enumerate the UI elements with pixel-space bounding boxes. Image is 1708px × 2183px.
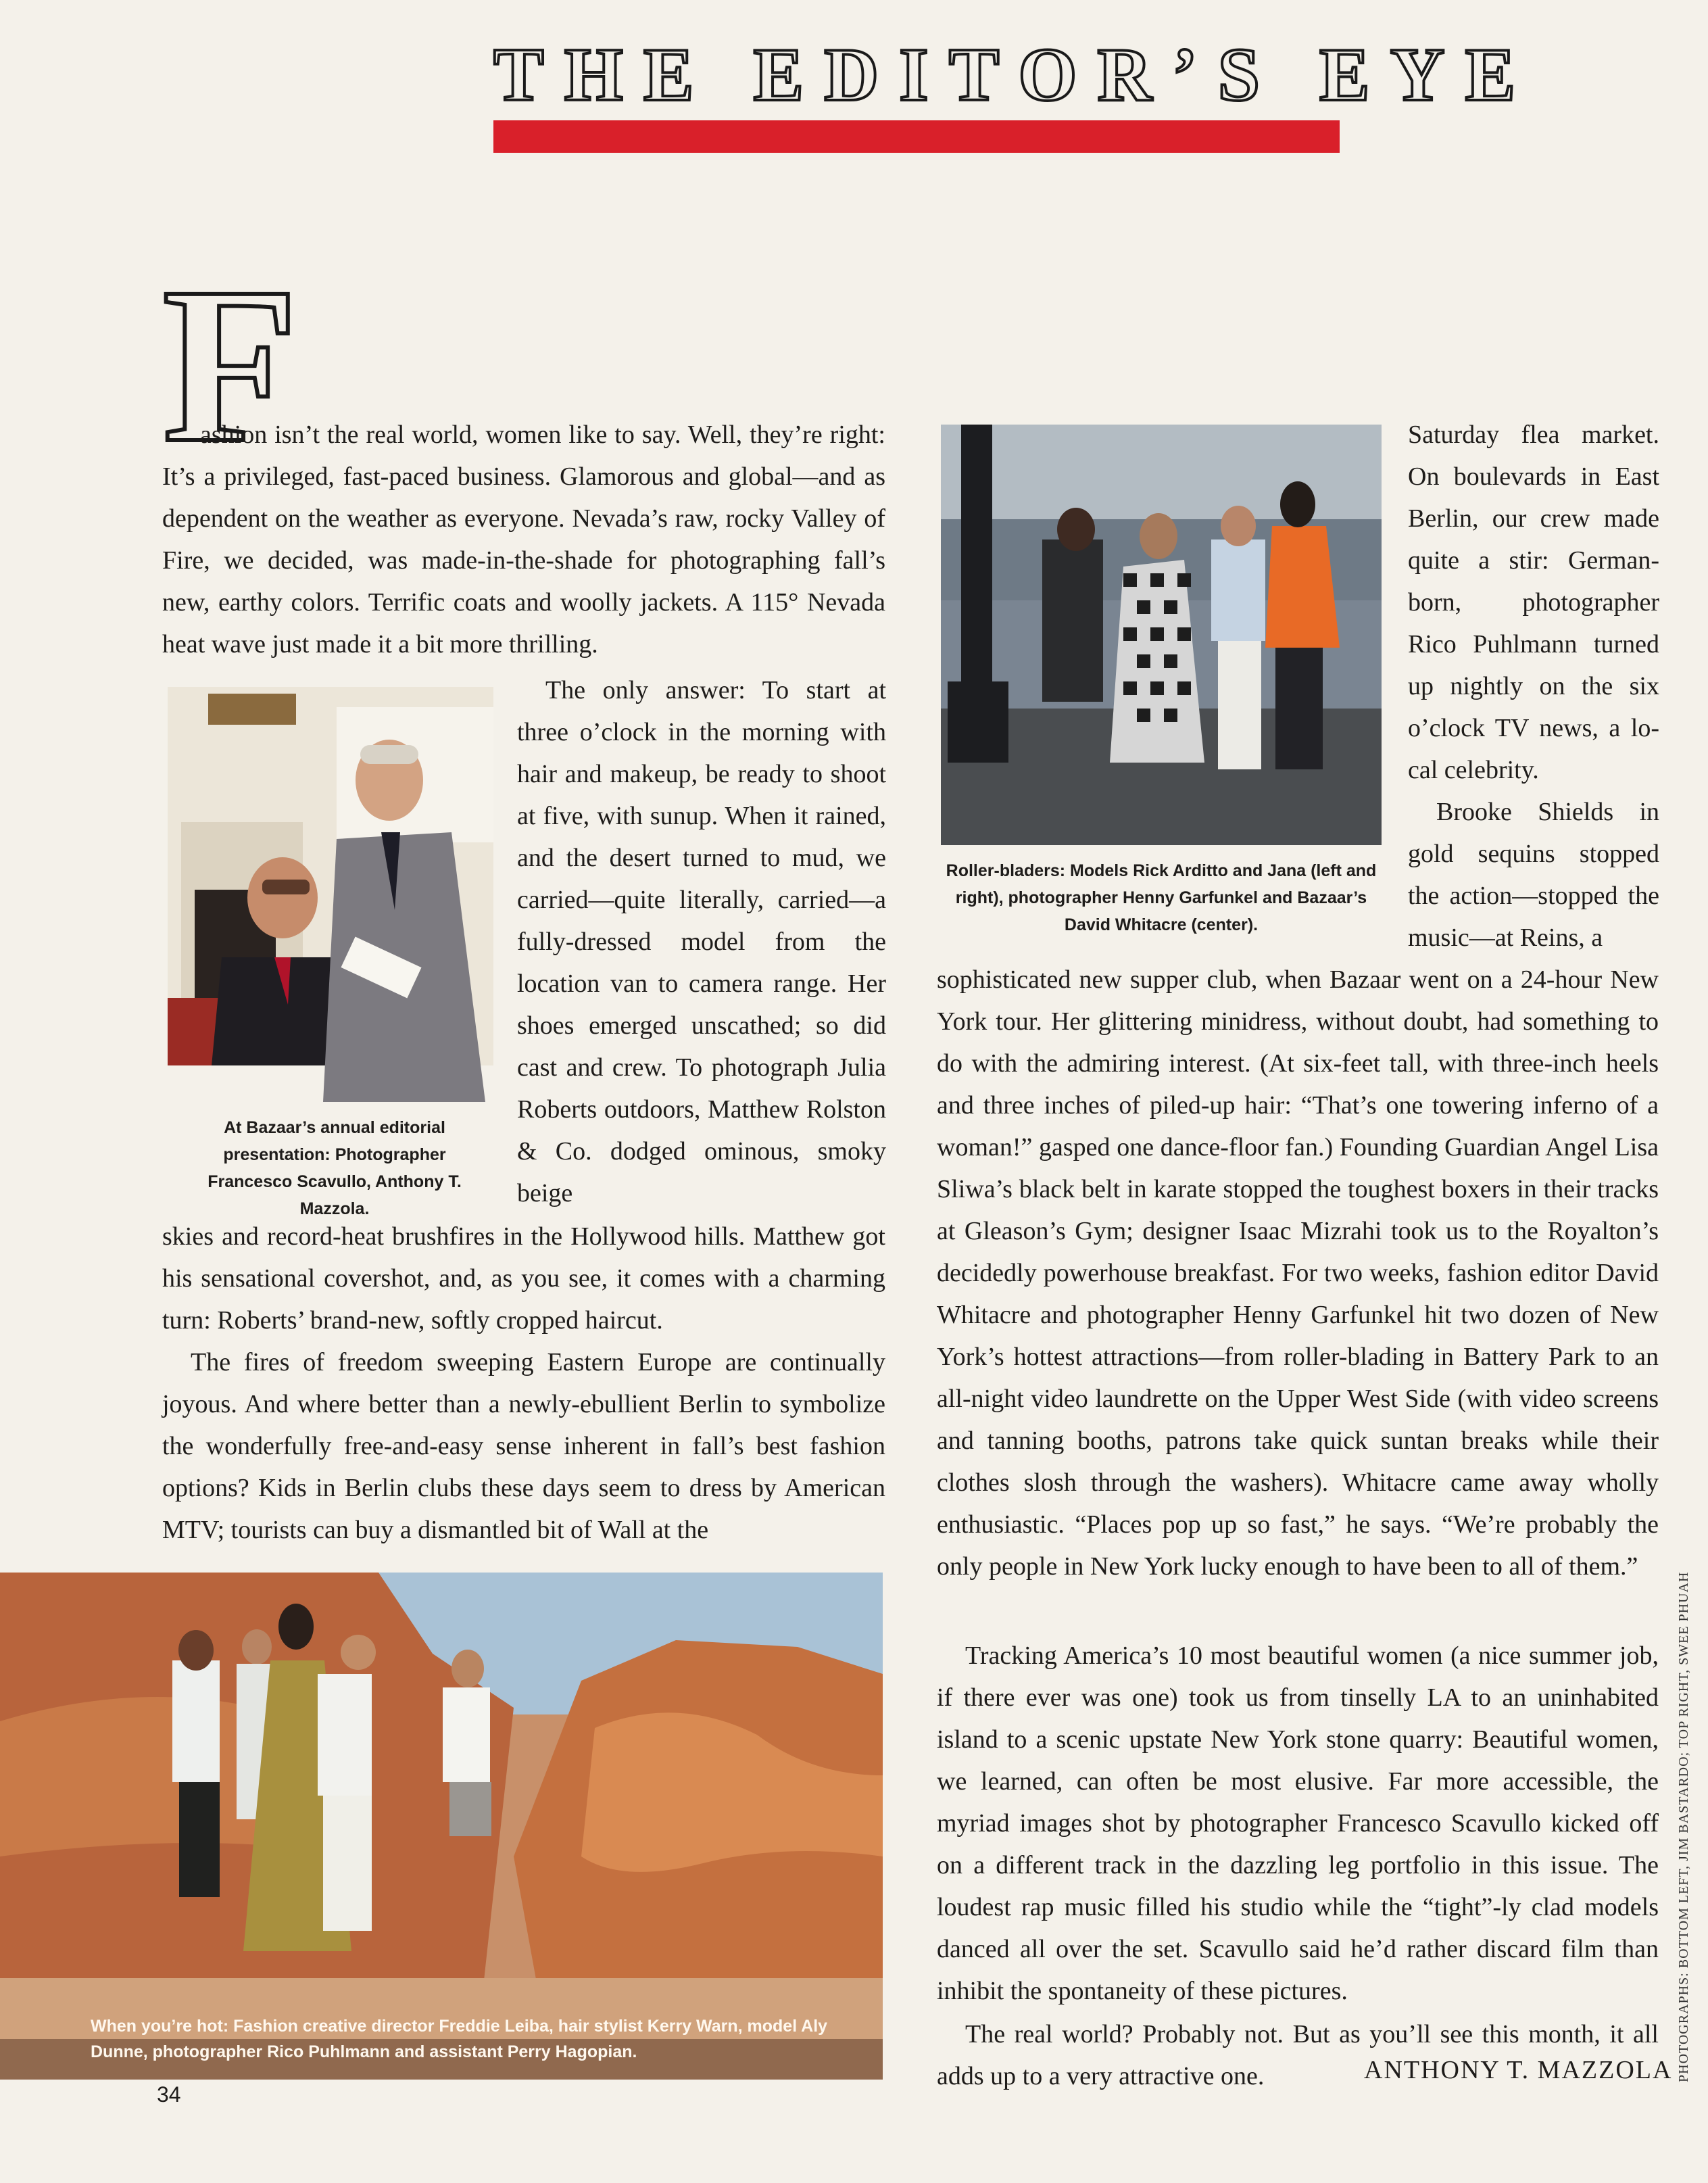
paragraph-beautiful-women: Tracking America’s 10 most beautiful women (a nice summer job, if there ever was one) took us from tinselly LA to an uninhabited island to a scenic upstate New York stone quarry: Beautiful women, we learned, can often be most elusive. Far more accessible, the myriad images shot by photographer Francesco Scavullo kicked off on a different track in the dazzling leg portfolio in this issue. The loudest rap music filled his studio while the “tight”-ly clad models danced all over the set. Scavullo said he’d rather discard film than inhibit the spontaneity of these pictures. <box>937 1641 1659 2005</box>
paragraph-new-york: sophisticated new supper club, when Bazaar went on a 24-hour New York tour. Her glittering minidress, without doubt, had something to do with the admiring interest. (At six-feet tall, with three-inch heels and three inches of piled-up hair: “That’s one towering inferno of a woman!” gasped one dance-floor fan.) Founding Guardian Angel Lisa Sliwa’s black belt in karate stopped the toughest boxers in their tracks at Gleason’s Gym; designer Isaac Mizrahi took us to the Royalton’s decidedly powerhouse breakfast. For two weeks, fashion editor David Whitacre and photographer Henny Garfunkel hit two dozen of New York’s hottest attractions—from roller-blading in Battery Park to an all-night video laundrette on the Upper West Side (with video screens and tanning booths, patrons take quick suntan breaks while their clothes slosh through the washers). Whitacre came away wholly enthusiastic. “Places pop up so fast,” he says. “We’re probably the only people in New York lucky enough to have been to all of them.” <box>937 965 1659 1581</box>
rollerbladers-photo <box>941 425 1382 845</box>
paragraph-shields: Brooke Shields in gold sequins stopped the action—stopped the music—at Reins, a <box>1408 798 1659 952</box>
editorial-photo-illustration <box>168 687 493 1102</box>
title-rule <box>493 120 1340 153</box>
paragraph-berlin: The fires of freedom sweeping Eastern Europe are continually joyous. And where better than a newly-ebullient Berlin to symbolize the wonderfully free-and-easy sense inherent in fall’s best fashion options? Kids in Berlin clubs these days seem to dress by American MTV; tourists can buy a dismantled bit of Wall at the <box>162 1348 885 1544</box>
paragraph-berlin-cont: Saturday flea market. On boulevards in East Berlin, our crew made quite a stir: German-born, photographer Rico Puhlmann turned up nightly on the six o’clock TV news, a local celebrity. <box>1408 421 1659 784</box>
desert-photo-illustration <box>0 1573 883 2080</box>
rollerbladers-photo-illustration <box>941 425 1382 845</box>
editorial-photo <box>168 687 493 1102</box>
paragraph-closing: The real world? Probably not. But as you’ll see this month, it all adds up to a very attractive one. <box>937 2020 1659 2090</box>
paragraph-intro: ashion isn’t the real world, women like to say. Well, they’re right: It’s a privileged, fast-paced business. Glamorous and global—and as dependent on the weather as everyone. Nevada’s raw, rocky Valley of Fire, we decided, was made-in-the-shade for photographing fall’s new, earthy colors. Terrific coats and woolly jackets. A 115° Nevada heat wave just made it a bit more thrilling. <box>162 421 885 658</box>
page-title: THE EDITOR’S EYE <box>493 33 1536 117</box>
page-number: 34 <box>157 2082 181 2107</box>
paragraph-roberts: skies and record-heat brushfires in the Hollywood hills. Matthew got his sensational covershot, and, as you see, it comes with a charming turn: Roberts’ brand-new, softly cropped haircut. <box>162 1222 885 1335</box>
author-signature: ANTHONY T. MAZZOLA <box>1364 2056 1673 2084</box>
rollerbladers-caption: Roller-bladers: Models Rick Arditto and Jana (left and right), photographer Henny Garfunkel and Bazaar’s David Whitacre (center). <box>946 861 1377 934</box>
drop-cap: F <box>162 242 299 489</box>
desert-caption: When you’re hot: Fashion creative director Freddie Leiba, hair stylist Kerry Warn, model Aly Dunne, photographer Rico Puhlmann and assistant Perry Hagopian. <box>91 2017 828 2061</box>
photo-credits: PHOTOGRAPHS: BOTTOM LEFT, JIM BASTARDO; TOP RIGHT, SWEE PHUAH <box>1676 1571 1691 2082</box>
desert-photo <box>0 1573 883 2080</box>
editorial-caption: At Bazaar’s annual editorial presentation: Photographer Francesco Scavullo, Anthony T. Mazzola. <box>208 1118 462 1218</box>
paragraph-desert-shoot: The only answer: To start at three o’clock in the morning with hair and makeup, be ready to shoot at five, with sunup. When it rained, and the desert turned to mud, we carried—quite literally, carried—a fully-dressed model from the location van to camera range. Her shoes emerged unscathed; so did cast and crew. To photograph Julia Roberts outdoors, Matthew Rolston & Co. dodged ominous, smoky beige <box>517 676 886 1207</box>
